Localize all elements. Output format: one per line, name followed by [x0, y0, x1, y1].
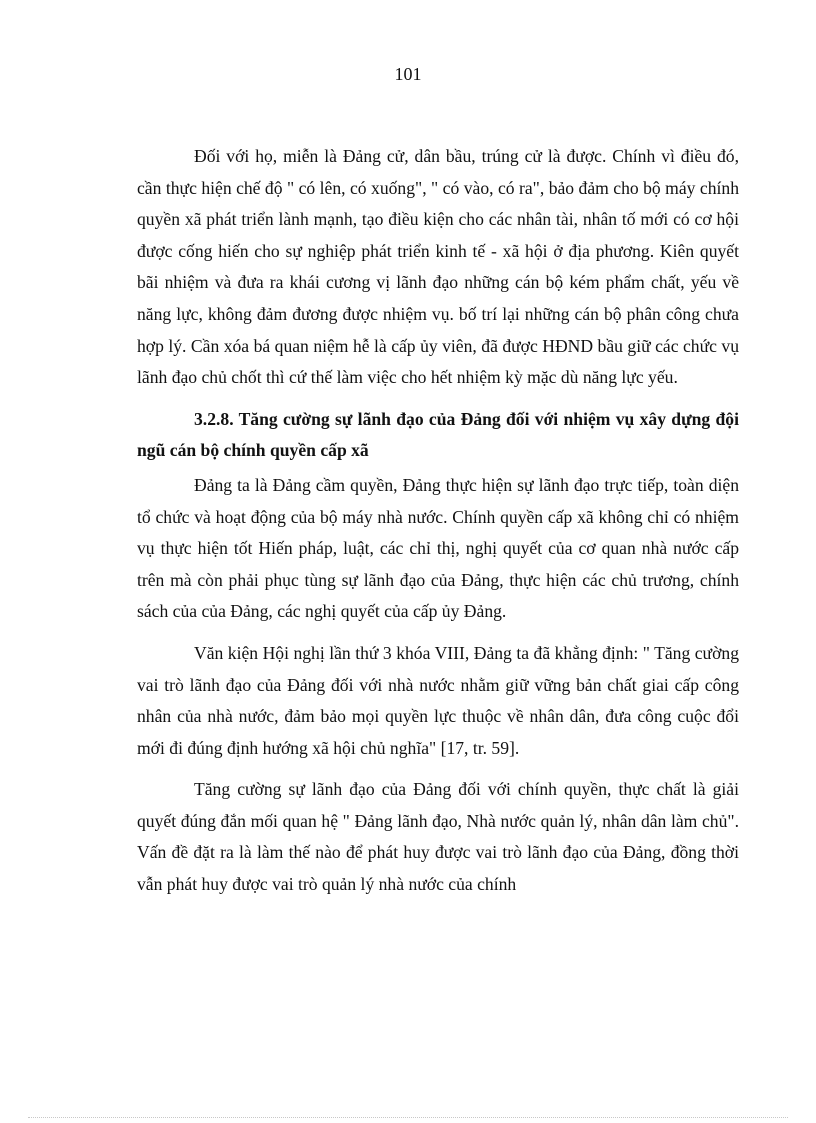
- page-bottom-divider: [28, 1117, 788, 1118]
- paragraph-3: Văn kiện Hội nghị lần thứ 3 khóa VIII, Đảng ta đã khẳng định: " Tăng cường vai trò lãnh đạo của Đảng đối với nhà nước nhằm giữ vững bản chất giai cấp công nhân của nhà nước, đảm bảo mọi quyền lực thuộc về nhân dân, đưa công cuộc đổi mới đi đúng định hướng xã hội chủ nghĩa" [17, tr. 59].: [137, 642, 739, 758]
- document-body: [137, 141, 739, 911]
- paragraph-2: Đảng ta là Đảng cầm quyền, Đảng thực hiện sự lãnh đạo trực tiếp, toàn diện tổ chức và hoạt động của bộ máy nhà nước. Chính quyền cấp xã không chỉ có nhiệm vụ thực hiện tốt Hiến pháp, luật, các chỉ thị, nghị quyết của cơ quan nhà nước cấp trên mà còn phải phục tùng sự lãnh đạo của Đảng, thực hiện các chủ trương, chính sách của của Đảng, các nghị quyết của cấp ủy Đảng.: [137, 474, 739, 622]
- page-number: 101: [394, 64, 422, 84]
- paragraph-4: Tăng cường sự lãnh đạo của Đảng đối với chính quyền, thực chất là giải quyết đúng đắn mối quan hệ " Đảng lãnh đạo, Nhà nước quản lý, nhân dân làm chủ". Vấn đề đặt ra là làm thế nào để phát huy được vai trò lãnh đạo của Đảng, đồng thời vẫn phát huy được vai trò quản lý nhà nước của chính: [137, 779, 739, 895]
- paragraph-1: Đối với họ, miễn là Đảng cử, dân bầu, trúng cử là được. Chính vì điều đó, cần thực hiện chế độ " có lên, có xuống", " có vào, có ra", bảo đảm cho bộ máy chính quyền xã phát triển lành mạnh, tạo điều kiện cho các nhân tài, nhân tố mới có cơ hội được cống hiến cho sự nghiệp phát triển kinh tế - xã hội ở địa phương. Kiên quyết bãi nhiệm và đưa ra khái cương vị lãnh đạo những cán bộ kém phẩm chất, yếu về năng lực, không đảm đương được nhiệm vụ. bố trí lại những cán bộ phân công chưa hợp lý. Cần xóa bá quan niệm hễ là cấp ủy viên, đã được HĐND bầu giữ các chức vụ lãnh đạo chủ chốt thì cứ thế làm việc cho hết nhiệm kỳ mặc dù năng lực yếu.: [137, 146, 739, 388]
- section-heading: 3.2.8. Tăng cường sự lãnh đạo của Đảng đối với nhiệm vụ xây dựng đội ngũ cán bộ chính quyền cấp xã: [137, 408, 739, 461]
